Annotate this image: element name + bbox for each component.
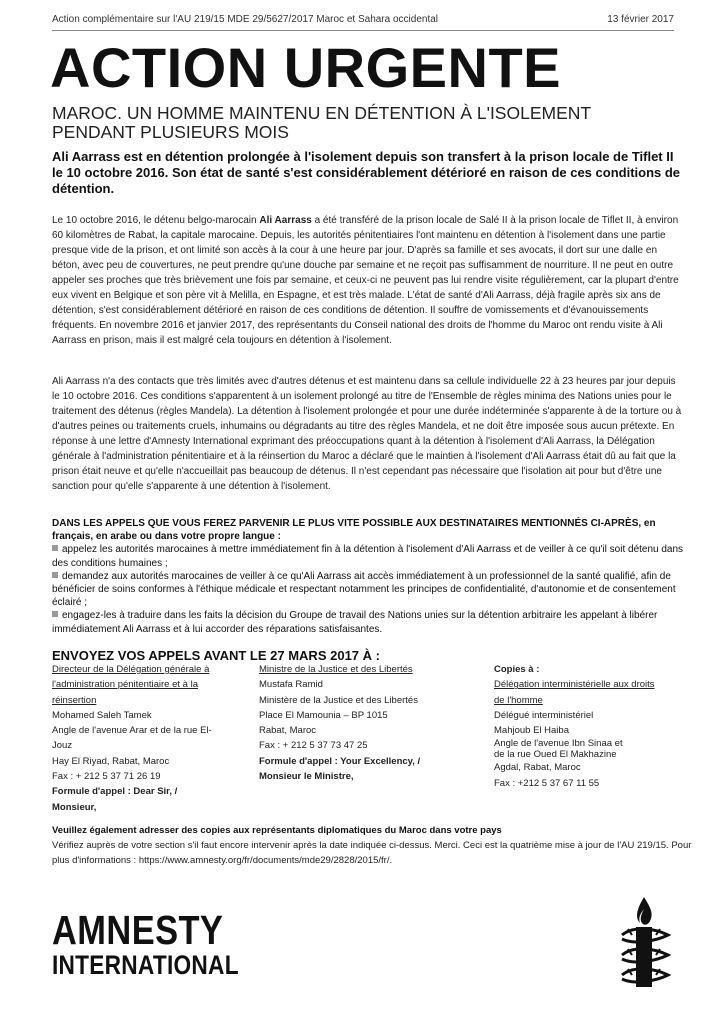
para1-start: Le 10 octobre 2016, le détenu belgo-marocain (52, 215, 260, 226)
subtitle-line-1: MAROC. UN HOMME MAINTENU EN DÉTENTION À L'ISOLEMENT (52, 103, 592, 123)
copies-address: de la rue Oued El Makhazine (494, 749, 617, 761)
copies-address: Angle de l'avenue Ibn Sinaa et (494, 738, 623, 750)
recipient-1-address: Angle de l'avenue Arar et de la rue El- (52, 725, 212, 737)
diplomatic-copies-note (52, 823, 692, 868)
page-title: ACTION URGENTE (50, 36, 561, 99)
recipient-1-fax: Fax : + 212 5 37 71 26 19 (52, 771, 161, 783)
copies-name: Mahjoub El Haiba (494, 725, 569, 737)
recipient-1-name: Mohamed Saleh Tamek (52, 709, 152, 721)
recipient-2-title: Ministre de la Justice et des Libertés (259, 664, 413, 675)
recipient-2-salutation: Monsieur le Ministre, (259, 771, 354, 783)
recipient-2-address: Ministère de la Justice et des Libertés (259, 694, 418, 706)
recipient-1-salutation: Monsieur, (52, 801, 97, 813)
header-rule (52, 30, 674, 31)
copies-title: Délégation interministérielle aux droits (494, 679, 655, 691)
recipient-2-name: Mustafa Ramid (259, 679, 323, 691)
appeal-item (52, 570, 684, 610)
recipient-2-salutation: Formule d'appel : Your Excellency, / (259, 755, 421, 767)
appeal-item-text: demandez aux autorités marocaines de veiller à ce qu'Ali Aarrass ait accès immédiatement à un professionnel de la santé qualifié, afin de bénéficier de soins conformes à l'éthique médicale et respectant notamment les principes de confidentialité, d'autonomie et de consentement éclairé ; (52, 570, 676, 609)
recipient-1-salutation: Formule d'appel : Dear Sir, / (52, 786, 178, 798)
recipient-1-title: Directeur de la Délégation générale à (52, 664, 210, 675)
copies-label: Copies à : (494, 664, 540, 675)
diplomatic-copies-heading: Veuillez également adresser des copies aux représentants diplomatiques du Maroc dans votre pays (52, 825, 502, 836)
recipient-1-address: Hay El Riyad, Rabat, Maroc (52, 755, 170, 767)
appeal-item (52, 609, 684, 635)
para1-rest: a été transféré de la prison locale de Salé II à la prison locale de Tiflet II, à environ 60 kilomètres de Rabat, la capitale marocaine. Depuis, les autorités pénitentiaires l'ont maintenu en détention à l'isolement dans une partie presque vide de la prison, et ont limité son accès à la cour à une heure par jour. D'après sa famille et ses avocats, il dort sur une dalle en béton, avec peu de couvertures, ne peut prendre qu'une douche par semaine et ne reçoit pas suffisamment de nourriture. Il ne peut en outre appeler ses proches que très brièvement une fois par semaine, et ceux-ci ne peuvent pas lui rendre visite régulièrement, car la plupart d'entre eux vivent en Belgique et son père vit à Melilla, en Espagne, et est très malade. L'état de santé d'Ali Aarrass, déjà fragile après six ans de détention, s'est considérablement détérioré en raison de ces conditions de détention. Il souffre de vomissements et d'évanouissements fréquents. En novembre 2016 et janvier 2017, des représentants du Conseil national des droits de l'homme du Maroc ont rendu visite à Ali Aarrass en prison, mais il est malgré cela toujours en détention à l'isolement. (52, 215, 679, 346)
body-paragraph-2 (52, 374, 682, 494)
appeals-heading: DANS LES APPELS QUE VOUS FEREZ PARVENIR LE PLUS VITE POSSIBLE AUX DESTINATAIRES MENTIONNÉS CI-APRÈS, en français, en arabe ou dans votre propre langue : (52, 518, 656, 543)
copies-recipient (494, 662, 694, 791)
amnesty-logo (52, 907, 239, 980)
lead-paragraph: Ali Aarrass est en détention prolongée à l'isolement depuis son transfert à la prison locale de Tiflet II le 10 octobre 2016. Son état de santé s'est considérablement détérioré en raison de ces conditions de détention. (52, 149, 681, 196)
candle-barbed-wire-icon (614, 895, 674, 995)
header-reference: Action complémentaire sur l'AU 219/15 MDE 29/5627/2017 Maroc et Sahara occidental (52, 14, 439, 25)
appeal-item-text: appelez les autorités marocaines à mettre immédiatement fin à la détention à l'isolement d'Ali Aarrass et de veiller à ce qu'il soit détenu dans des conditions humaines ; (52, 544, 684, 569)
body-paragraph-1 (52, 213, 682, 348)
recipient-2-address: Rabat, Maroc (259, 725, 317, 737)
appeals-section (52, 517, 684, 636)
copies-title: de l'homme (494, 694, 543, 706)
subtitle (52, 104, 682, 142)
diplomatic-copies-text: Vérifiez auprès de votre section s'il faut encore intervenir après la date indiquée ci-dessus. Merci. Ceci est la quatrième mise à jour de l'AU 219/15. Pour plus d'informations : https://www.amnesty.org/fr/documents/mde29/2828/2015/fr/. (52, 840, 692, 866)
document-header (52, 14, 674, 25)
copies-address: Agdal, Rabat, Maroc (494, 762, 581, 774)
logo-line-2: INTERNATIONAL (52, 950, 239, 980)
recipient-1-title: l'administration pénitentiaire et à la (52, 679, 198, 691)
recipient-2-fax: Fax : + 212 5 37 73 47 25 (259, 740, 368, 752)
recipient-1-address: Jouz (52, 740, 73, 752)
copies-fax: Fax : +212 5 37 67 11 55 (494, 777, 600, 789)
appeal-item (52, 543, 684, 569)
bullet-square-icon (52, 545, 58, 551)
bullet-square-icon (52, 611, 58, 617)
para2-text: Ali Aarrass n'a des contacts que très limités avec d'autres détenus et est maintenu dans sa cellule individuelle 22 à 23 heures par jour depuis le 10 octobre 2016. Ces conditions s'apparentent à un isolement prolongé au titre de l'Ensemble de règles minima des Nations unies pour le traitement des détenus (règles Mandela). La détention à l'isolement prolongée et pour une durée indéterminée s'apparente à de la torture ou à d'autres peines ou traitements cruels, inhumains ou dégradants au titre des règles Mandela, et ne doit être imposée sous aucun prétexte. En réponse à une lettre d'Amnesty International exprimant des préoccupations quant à la détention à l'isolement d'Ali Aarrass, la Délégation générale à l'administration pénitentiaire et à la réinsertion du Maroc a déclaré que le maintien à l'isolement d'Ali Aarrass était dû au fait que la prison était neuve et qu'elle n'accueillait pas beaucoup de détenus. Il n'est cependant pas nécessaire que l'isolation ait pour but d'être une sanction pour qu'elle s'apparente à une détention à l'isolement. (52, 376, 682, 492)
subtitle-line-2: PENDANT PLUSIEURS MOIS (52, 122, 289, 142)
para1-name: Ali Aarrass (259, 215, 312, 226)
recipient-2 (259, 662, 449, 784)
recipient-1 (52, 662, 232, 815)
bullet-square-icon (52, 572, 58, 578)
header-date: 13 février 2017 (607, 14, 674, 25)
appeal-item-text: engagez-les à traduire dans les faits la décision du Groupe de travail des Nations unies sur la détention arbitraire les appelant à libérer immédiatement Ali Aarrass et à lui accorder des réparations satisfaisantes. (52, 610, 658, 635)
copies-role: Délégué interministériel (494, 709, 594, 721)
send-appeals-heading: ENVOYEZ VOS APPELS AVANT LE 27 MARS 2017 À : (52, 648, 380, 663)
recipient-1-title: réinsertion (52, 694, 97, 706)
recipient-2-address: Place El Mamounia – BP 1015 (259, 709, 388, 721)
logo-line-1: AMNESTY (52, 907, 224, 953)
